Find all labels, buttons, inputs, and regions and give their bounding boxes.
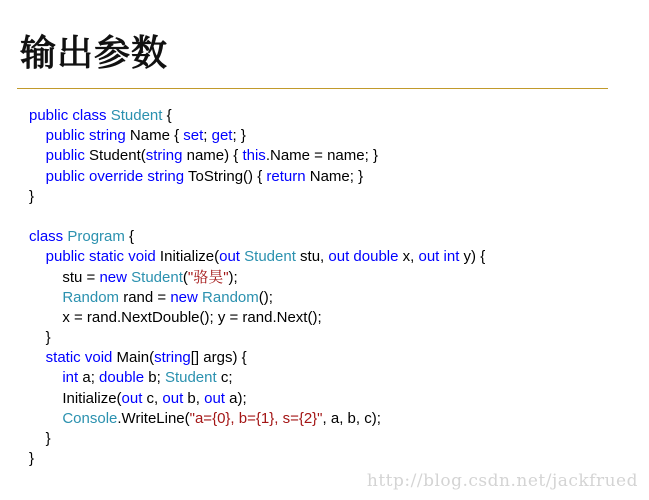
code-text: } bbox=[29, 187, 35, 205]
code-type-name: Student bbox=[110, 107, 163, 124]
code-keyword: public bbox=[29, 107, 69, 124]
code-keyword: set bbox=[183, 127, 204, 145]
code-string-literal: "骆昊" bbox=[187, 268, 229, 286]
code-block bbox=[29, 106, 485, 469]
code-text bbox=[29, 248, 46, 265]
code-keyword: int bbox=[62, 369, 79, 387]
code-keyword: out bbox=[328, 248, 350, 266]
code-type-name: Student bbox=[244, 248, 296, 266]
code-text: b; bbox=[144, 369, 165, 387]
code-keyword: return bbox=[266, 167, 306, 185]
code-text: } bbox=[29, 430, 51, 447]
code-keyword: out bbox=[121, 389, 143, 407]
code-text bbox=[29, 410, 62, 427]
code-text: x, bbox=[398, 248, 419, 266]
code-line bbox=[29, 247, 485, 267]
code-text: } bbox=[29, 329, 51, 347]
code-text: rand = bbox=[119, 288, 171, 306]
code-keyword: string bbox=[147, 167, 185, 185]
code-text: (); bbox=[258, 288, 273, 306]
code-line bbox=[29, 328, 485, 348]
code-keyword: this bbox=[242, 147, 266, 165]
code-keyword: string bbox=[154, 349, 191, 367]
code-line bbox=[29, 187, 485, 207]
code-keyword: new bbox=[99, 268, 127, 286]
code-line bbox=[29, 429, 485, 449]
code-line bbox=[29, 207, 485, 227]
code-keyword: override bbox=[89, 167, 144, 185]
code-type-name: Student bbox=[164, 369, 217, 387]
code-keyword: out bbox=[418, 248, 440, 266]
code-text: stu = bbox=[29, 268, 100, 286]
code-keyword: out bbox=[162, 389, 184, 407]
code-type-name: Program bbox=[67, 228, 125, 246]
code-string-literal: "a={0}, b={1}, s={2}" bbox=[189, 409, 323, 427]
code-text: ToString() { bbox=[184, 167, 267, 185]
code-line bbox=[29, 348, 485, 368]
code-text: Initialize( bbox=[155, 248, 220, 266]
code-keyword: new bbox=[170, 288, 198, 306]
code-line bbox=[29, 449, 485, 469]
code-keyword: public bbox=[45, 248, 85, 266]
code-text: name) { bbox=[182, 147, 243, 165]
code-text: .WriteLine( bbox=[117, 409, 190, 427]
code-text: Name { bbox=[125, 127, 184, 145]
code-text: x = rand.NextDouble(); y = rand.Next(); bbox=[29, 308, 322, 326]
code-keyword: public bbox=[45, 147, 85, 165]
code-keyword: static bbox=[89, 248, 125, 266]
code-text: Main( bbox=[112, 349, 155, 367]
code-text: ; bbox=[203, 127, 212, 145]
code-text: c; bbox=[216, 369, 233, 387]
code-type-name: Student bbox=[131, 268, 183, 286]
code-text: } bbox=[29, 450, 35, 468]
code-keyword: double bbox=[99, 369, 145, 387]
code-keyword: public bbox=[45, 127, 85, 145]
code-text: .Name = name; } bbox=[265, 147, 378, 165]
code-keyword: get bbox=[211, 127, 233, 145]
code-keyword: string bbox=[145, 147, 183, 165]
code-text: Initialize( bbox=[29, 389, 122, 407]
code-text: { bbox=[124, 228, 135, 246]
code-keyword: string bbox=[89, 127, 126, 145]
code-line bbox=[29, 268, 485, 288]
title-divider bbox=[17, 88, 608, 89]
code-keyword: out bbox=[219, 248, 240, 266]
code-text: , a, b, c); bbox=[322, 409, 381, 427]
code-text bbox=[29, 168, 46, 185]
code-text: y) { bbox=[459, 248, 486, 266]
code-text: a); bbox=[224, 389, 247, 407]
code-line bbox=[29, 126, 485, 146]
code-type-name: Console bbox=[62, 409, 118, 427]
code-line bbox=[29, 146, 485, 166]
code-keyword: out bbox=[204, 389, 225, 407]
code-type-name: Random bbox=[202, 288, 259, 306]
code-text: stu, bbox=[295, 248, 329, 266]
code-text: a; bbox=[78, 369, 100, 387]
code-keyword: void bbox=[84, 349, 113, 367]
code-text: { bbox=[162, 107, 172, 124]
code-keyword: class bbox=[29, 228, 64, 246]
code-text bbox=[29, 127, 46, 144]
slide-title: 输出参数 bbox=[20, 33, 169, 74]
code-line bbox=[29, 389, 485, 409]
code-text bbox=[29, 147, 46, 164]
code-text: ; } bbox=[232, 127, 246, 145]
code-text bbox=[29, 289, 62, 306]
watermark: http://blog.csdn.net/jackfrued bbox=[366, 471, 638, 491]
code-text: ); bbox=[228, 268, 238, 286]
code-keyword: static bbox=[45, 349, 81, 367]
code-text: b, bbox=[183, 389, 205, 407]
code-keyword: int bbox=[443, 248, 460, 266]
code-type-name: Random bbox=[62, 288, 120, 306]
code-line bbox=[29, 308, 485, 328]
code-keyword: double bbox=[353, 248, 399, 266]
code-text: c, bbox=[142, 389, 163, 407]
code-keyword: public bbox=[45, 167, 85, 185]
code-line bbox=[29, 288, 485, 308]
code-line bbox=[29, 227, 485, 247]
code-keyword: class bbox=[72, 107, 107, 124]
code-text: Name; } bbox=[305, 167, 364, 185]
code-keyword: void bbox=[128, 248, 156, 266]
code-line bbox=[29, 409, 485, 429]
code-line bbox=[29, 167, 485, 187]
code-text bbox=[29, 349, 46, 366]
code-text: [] args) { bbox=[190, 349, 247, 367]
code-text bbox=[29, 369, 62, 386]
code-text: ( bbox=[182, 268, 188, 286]
code-line bbox=[29, 106, 485, 126]
code-line bbox=[29, 368, 485, 388]
code-text: Student( bbox=[84, 147, 146, 165]
